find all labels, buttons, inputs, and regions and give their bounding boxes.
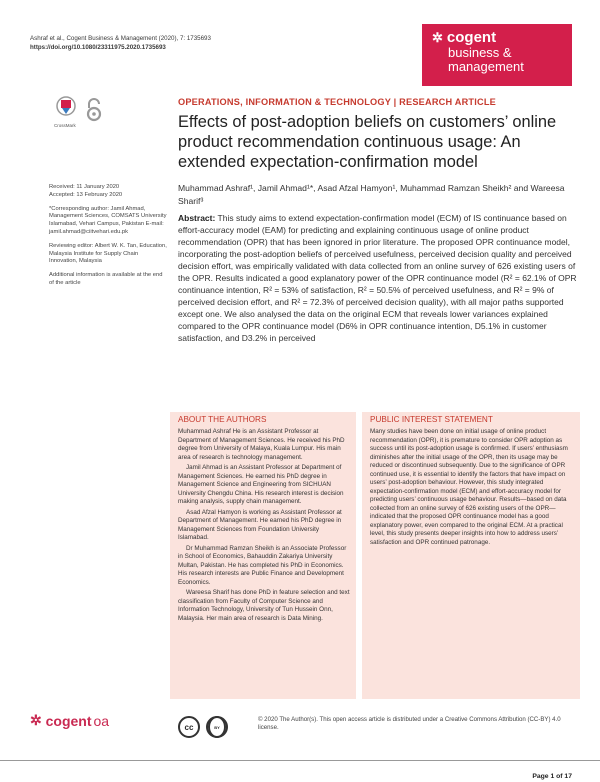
brand-line1: cogent	[446, 29, 497, 46]
public-interest-heading: PUBLIC INTEREST STATEMENT	[370, 415, 493, 424]
public-interest-text: Many studies have been done on initial usage of online product recommendation (OPR), it is premature to consider OPR adoption as success until its post-adoption usage is confirmed. If users’ enthusiasm diminishes after the initial usage of the OPR, then its usage may be reduced or discontinued subsequently. Due to the significance of OPR continued use, it is essential to identify the factors that have impact on users’ post-adoption behaviour. However, this study integrated expectation-confirmation model (ECM) and effort-accuracy model for predicting users’ continuous usage behaviour. Results—based on data collected from an online survey of 626 existing users of the OPR—indicated that the proposed OPR continuance model has a good explanatory power, even compared to the original ECM. At a practical level, this study presents deeper insights into how to address users’ satisfaction and OPR continued patronage.	[370, 428, 568, 546]
article-title: Effects of post-adoption beliefs on customers’ online product recommendation continuous usage: An extended expectation-confirmation model	[178, 113, 557, 171]
journal-brand	[422, 24, 572, 86]
by-icon	[206, 716, 228, 738]
abstract	[178, 212, 578, 344]
running-header	[30, 34, 211, 52]
footer-brand	[30, 712, 109, 729]
side-metadata	[49, 184, 167, 294]
about-authors-heading: ABOUT THE AUTHORS	[178, 415, 267, 424]
public-interest-box	[362, 412, 580, 699]
abstract-text: This study aims to extend expectation-confirmation model (ECM) of IS continuance based on effort-accuracy model (EAM) for predicting and explaining continuous usage of online product recommendation (OPR) that has been ignored in prior literature. The proposed OPR continuance model, incorporating the post-adoption beliefs of perceived usefulness, perceived decision quality and perceived decision effort, was empirically validated with data collected from an online survey of 626 existing users of the OPR. Results indicated a good explanatory power of the OPR continuance model (R² = 62.1% of OPR continuance intention, R² = 53% of satisfaction, R² = 50.5% of perceived usefulness, and R² = 9% of perceived decision effort, and R² = 72.3% of perceived decision quality), with all major paths supported except one. We also analysed the data on the original ECM that reveals lower variances explained compared to the OPR continuance model (D6% in OPR continuance intention, D5.1% in customer satisfaction, and D3.2% in perceived	[178, 213, 577, 343]
crossmark-label: CrossMark	[54, 123, 76, 128]
author-bio: Asad Afzal Hamyon is working as Assistant Professor at Department of Management. He earned his PhD degree in Management Sciences from Foundation University Islamabad.	[178, 508, 342, 541]
crossmark-icon[interactable]	[56, 96, 76, 122]
additional-info: Additional information is available at the end of the article	[49, 272, 163, 286]
author-list: Muhammad Ashraf¹, Jamil Ahmad¹*, Asad Afzal Hamyon¹, Muhammad Ramzan Sheikh² and Wareesa Sharif³	[178, 183, 565, 206]
footer-divider	[0, 760, 600, 761]
brand-line2: business &	[448, 45, 512, 60]
page-number: Page 1 of 17	[532, 773, 572, 780]
about-authors-box	[170, 412, 356, 699]
footer-brand-suffix: oa	[93, 712, 110, 729]
author-bio: Jamil Ahmad is an Assistant Professor at Department of Management Sciences. He earned his PhD degree in Management Science and Engineering from SICHUAN University Chengdu China. His research interest is decision making analysis, supply chain management.	[178, 464, 344, 505]
section-label: OPERATIONS, INFORMATION & TECHNOLOGY | RESEARCH ARTICLE	[178, 97, 496, 107]
received-date: Received: 11 January 2020	[49, 184, 120, 190]
author-bio: Wareesa Sharif has done PhD in feature selection and text classification from Faculty of Computer Science and Information Technology, University of Tun Hussein Onn, Malaysia. Her main area of research is Data Mining.	[178, 589, 350, 622]
abstract-label: Abstract:	[178, 213, 216, 223]
brand-line3: management	[448, 59, 524, 74]
footer-brand-name: cogent	[45, 712, 92, 729]
accepted-date: Accepted: 13 February 2020	[49, 191, 123, 198]
cogent-logo-icon: ✲	[30, 712, 46, 728]
license-text: © 2020 The Author(s). This open access article is distributed under a Creative Commons Attribution (CC-BY) 4.0 license.	[258, 716, 561, 731]
author-bio: Dr Muhammad Ramzan Sheikh is an Associate Professor in School of Economics, Bahauddin Zakariya University Multan, Pakistan. He has completed his PhD in Economics. His research interests are Public Finance and Development Economics.	[178, 544, 347, 586]
reviewing-editor: Reviewing editor: Albert W. K. Tan, Education, Malaysia Institute for Supply Chain Innovation, Malaysia	[49, 242, 167, 265]
author-bio: Muhammad Ashraf He is an Assistant Professor at Department of Management Sciences. He received his PhD degree from University of Malaya, Kuala Lumpur. His main area of research is technology management.	[178, 428, 345, 461]
cc-icon: cc	[178, 716, 200, 738]
cogent-logo-icon: ✲	[432, 30, 443, 45]
cc-license-icons	[178, 716, 228, 738]
by-label: BY	[208, 716, 226, 738]
open-access-icon	[84, 98, 104, 122]
badge-icons	[56, 96, 116, 136]
corresponding-author: *Corresponding author: Jamil Ahmad, Management Sciences, COMSATS University Islamabad, Vehari Campus, Pakistan E-mail: jamil.ahmad@ciitvehari.edu.pk	[49, 205, 167, 235]
citation: Ashraf et al., Cogent Business & Management (2020), 7: 1735693	[30, 35, 211, 42]
doi-link[interactable]: https://doi.org/10.1080/23311975.2020.1735693	[30, 44, 166, 51]
